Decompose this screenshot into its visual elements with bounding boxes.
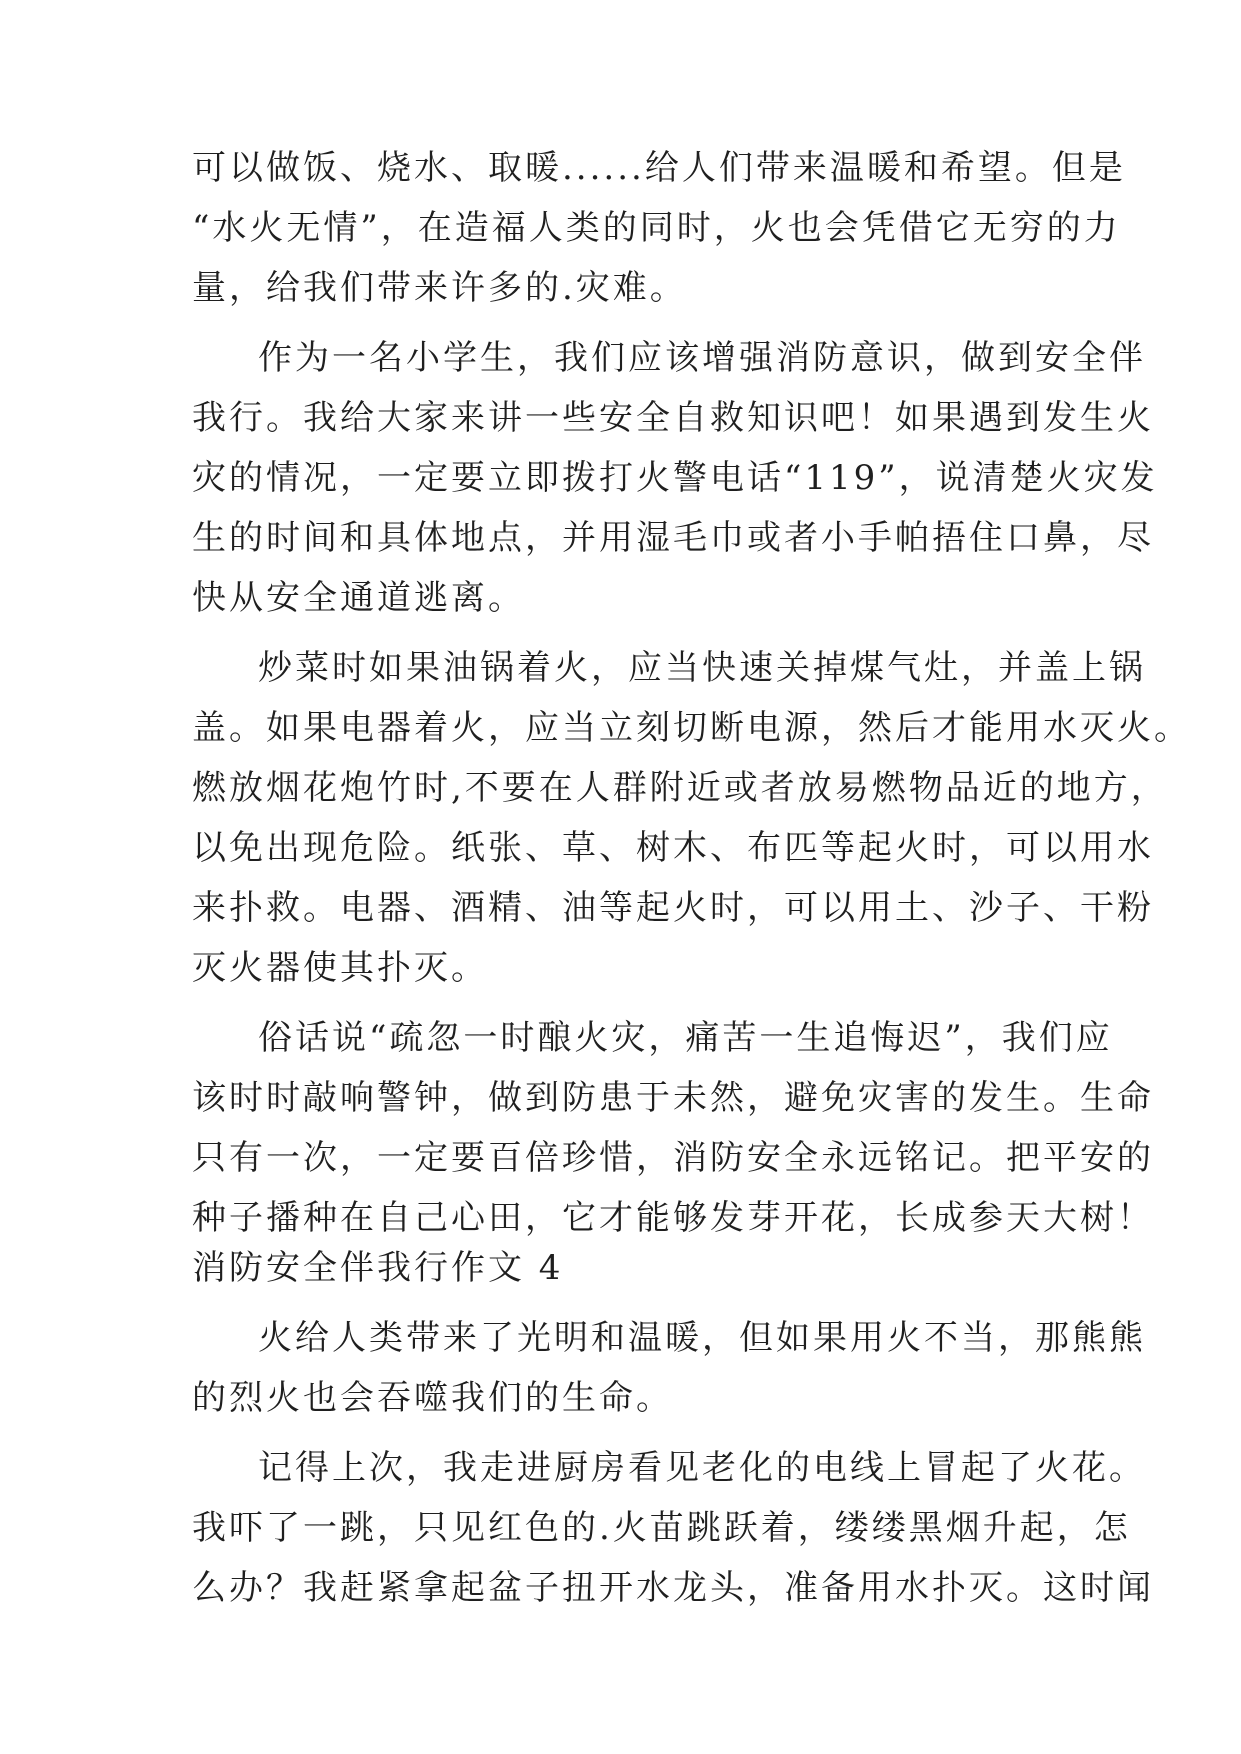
section-heading: 消防安全伴我行作文 4 — [192, 1248, 564, 1288]
text-line: 该时时敲响警钟，做到防患于未然，避免灾害的发生。生命 — [192, 1078, 1154, 1118]
paragraph-first-line: 炒菜时如果油锅着火，应当快速关掉煤气灶，并盖上锅 — [258, 648, 1146, 688]
text-line: 来扑救。电器、酒精、油等起火时，可以用土、沙子、干粉 — [192, 888, 1154, 928]
text-line: 快从安全通道逃离。 — [192, 578, 525, 618]
text-line: 灾的情况，一定要立即拨打火警电话“119”，说清楚火灾发 — [192, 458, 1158, 498]
text-line: 么办？我赶紧拿起盆子扭开水龙头，准备用水扑灭。这时闻 — [192, 1568, 1154, 1608]
text-line: 燃放烟花炮竹时,不要在人群附近或者放易燃物品近的地方， — [192, 768, 1168, 808]
text-line: 以免出现危险。纸张、草、树木、布匹等起火时，可以用水 — [192, 828, 1154, 868]
text-line: 生的时间和具体地点，并用湿毛巾或者小手帕捂住口鼻，尽 — [192, 518, 1154, 558]
text-line: 灭火器使其扑灭。 — [192, 948, 488, 988]
text-line: 我吓了一跳，只见红色的.火苗跳跃着，缕缕黑烟升起，怎 — [192, 1508, 1131, 1548]
text-line: 我行。我给大家来讲一些安全自救知识吧！如果遇到发生火 — [192, 398, 1154, 438]
text-line: 种子播种在自己心田，它才能够发芽开花，长成参天大树！ — [192, 1198, 1154, 1238]
text-line: 的烈火也会吞噬我们的生命。 — [192, 1378, 673, 1418]
text-line: 盖。如果电器着火，应当立刻切断电源，然后才能用水灭火。 — [192, 708, 1191, 748]
paragraph-first-line: 俗话说“疏忽一时酿火灾，痛苦一生追悔迟”，我们应 — [258, 1018, 1113, 1058]
paragraph-first-line: 记得上次，我走进厨房看见老化的电线上冒起了火花。 — [258, 1448, 1146, 1488]
text-line: 只有一次，一定要百倍珍惜，消防安全永远铭记。把平安的 — [192, 1138, 1154, 1178]
text-line: “水火无情”，在造福人类的同时，火也会凭借它无穷的力 — [192, 208, 1121, 248]
text-line: 可以做饭、烧水、取暖......给人们带来温暖和希望。但是 — [192, 148, 1126, 188]
text-line: 量，给我们带来许多的.灾难。 — [192, 268, 687, 308]
paragraph-first-line: 火给人类带来了光明和温暖，但如果用火不当，那熊熊 — [258, 1318, 1146, 1358]
paragraph-first-line: 作为一名小学生，我们应该增强消防意识，做到安全伴 — [258, 338, 1146, 378]
